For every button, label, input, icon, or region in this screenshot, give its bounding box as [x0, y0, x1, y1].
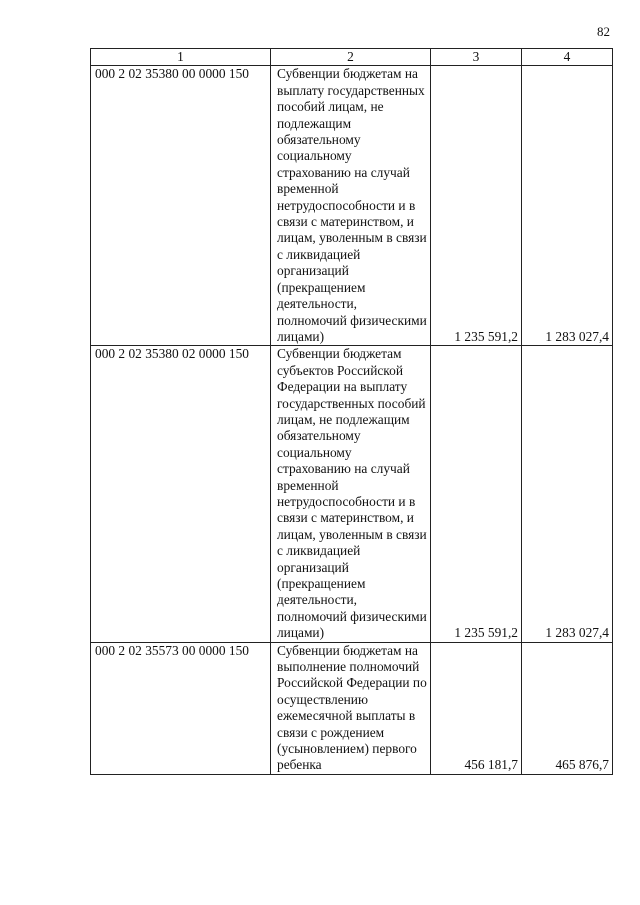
- column-header-3: 3: [431, 49, 522, 66]
- budget-code: 000 2 02 35380 02 0000 150: [91, 346, 271, 642]
- header-row: [91, 49, 613, 66]
- budget-item-name: Субвенции бюджетам субъектов Российской Федерации на выплату государственных пособий лицам, не подлежащим обязательному социальному страхованию на случай временной нетрудоспособности и в связи с материнством, и лицам, уволенным в связи с ликвидацией организаций (прекращением деятельности, полномочий физическими лицами): [271, 346, 431, 642]
- page-number: 82: [597, 24, 610, 39]
- table-row: [91, 66, 613, 346]
- budget-item-name: Субвенции бюджетам на выполнение полномочий Российской Федерации по осуществлению ежемесячной выплаты в связи с рождением (усыновлением) первого ребенка: [271, 642, 431, 774]
- table-header: [91, 49, 613, 66]
- value-column-4: 1 283 027,4: [522, 66, 613, 346]
- value-column-3: 1 235 591,2: [431, 66, 522, 346]
- budget-item-name: Субвенции бюджетам на выплату государственных пособий лицам, не подлежащим обязательному социальному страхованию на случай временной нетрудоспособности и в связи с материнством, и лицам, уволенным в связи с ликвидацией организаций (прекращением деятельности, полномочий физическими лицами): [271, 66, 431, 346]
- budget-code: 000 2 02 35573 00 0000 150: [91, 642, 271, 774]
- value-column-3: 456 181,7: [431, 642, 522, 774]
- column-header-4: 4: [522, 49, 613, 66]
- value-column-4: 1 283 027,4: [522, 346, 613, 642]
- column-header-1: 1: [91, 49, 271, 66]
- table-body: [91, 66, 613, 774]
- budget-table: [90, 48, 613, 775]
- budget-code: 000 2 02 35380 00 0000 150: [91, 66, 271, 346]
- value-column-3: 1 235 591,2: [431, 346, 522, 642]
- value-column-4: 465 876,7: [522, 642, 613, 774]
- table-row: [91, 642, 613, 774]
- column-header-2: 2: [271, 49, 431, 66]
- table-row: [91, 346, 613, 642]
